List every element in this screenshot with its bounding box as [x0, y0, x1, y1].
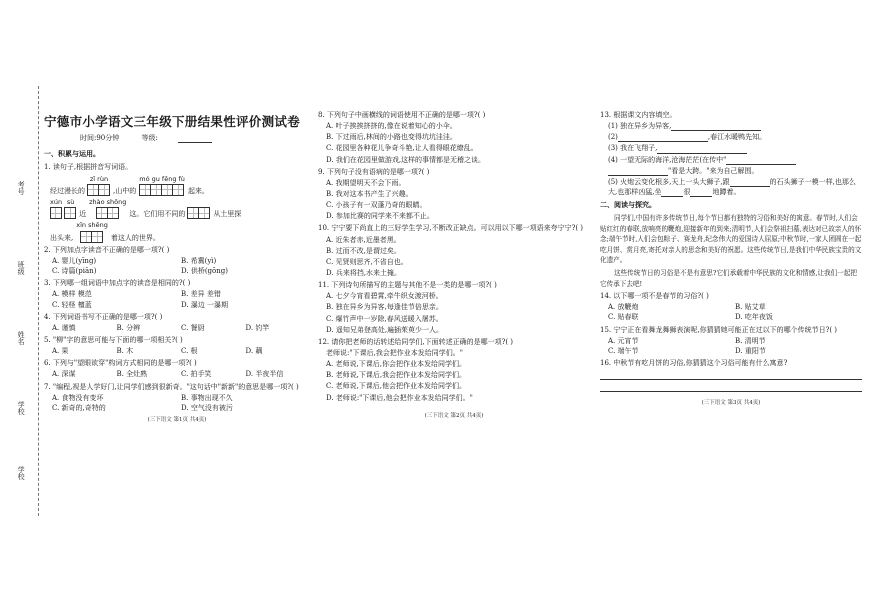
option[interactable]: C. 诗篇(piān) [52, 267, 97, 276]
binding-label: 考号 [17, 181, 26, 195]
question: 10. 宁宁要下尚直上的三好学生学习,不断改正缺点。可以用以下哪一项语来夸宁宁?( ) [318, 224, 584, 233]
question: 13. 根据课文内容填空。 [600, 111, 677, 119]
pinyin: sù [66, 197, 75, 206]
option[interactable]: C. 花园里各种花儿争奇斗艳,让人看得眼花缭乱。 [326, 144, 478, 153]
pinyin-box-group [50, 198, 62, 219]
pinyin: mó gu fēng fù [139, 174, 185, 183]
question: 5. "柳"字的意思可能与下面的哪一项相关?( ) [44, 335, 183, 344]
option[interactable]: C. 餐厨 [181, 323, 205, 332]
option[interactable]: D. 重阳节 [735, 346, 766, 355]
option[interactable]: A. 我期望明天不会下雨。 [326, 178, 406, 187]
options [326, 121, 590, 165]
write-boxes[interactable] [140, 184, 184, 196]
options [326, 348, 590, 403]
reading-passage: 同学们,中国有许多传统节日,每个节日都有独特的习俗和美好的寓意。春节时,人们会贴红红的春联,放响亮的鞭炮,迎接新年的到来;清明节,人们会祭祖扫墓,表达对已故亲人的怀念;端午节时,人们会包粽子、赛龙舟,纪念伟大的爱国诗人屈原;中秋节时,一家人团圆在一起吃月饼、赏月亮,寄托对亲人的思念和美好的祝愿。这些传统节日,是我们中华民族宝贵的文化遗产。 [600, 214, 862, 265]
option[interactable]: D. 藕 [245, 347, 263, 356]
quoted-sentence: 老师说:"下课后,我会把作业本发给同学们。" [326, 348, 464, 357]
question: 3. 下列哪一组词语中加点字的读音是相同的?( ) [44, 279, 191, 288]
fill-item [608, 121, 862, 131]
option[interactable]: C. 小孩子有一双蓬乃奇的眼睛。 [326, 201, 427, 210]
option[interactable]: A. 元宵节 [608, 336, 639, 345]
write-boxes[interactable] [81, 231, 103, 243]
write-boxes[interactable] [188, 207, 210, 219]
question: 14. 以下哪一项不是春节的习俗?( ) [600, 292, 709, 301]
option[interactable]: A. 七夕今宵看碧霄,牵牛织女渡河桥。 [326, 292, 443, 301]
option[interactable]: C. 端午节 [608, 346, 639, 355]
answer-line[interactable] [600, 370, 862, 380]
options [52, 323, 310, 333]
options [608, 302, 862, 322]
options [326, 178, 590, 222]
option[interactable]: D. 老师说:"下课后,他会把作业本发给同学们。" [326, 393, 473, 402]
option[interactable]: B. 分辨 [116, 323, 141, 332]
question: 4. 下列词语书写不正确的是哪一项?( ) [44, 312, 163, 321]
question: 12. 请你把老师的话转述给同学们,下面转述正确的是哪一项?( ) [318, 337, 514, 346]
pinyin-row [50, 221, 310, 242]
option[interactable]: A. 谨慎 [52, 323, 76, 332]
sentence-fragment: 经过漫长的 [50, 186, 85, 195]
sentence-fragment: ,山中的 [113, 186, 137, 195]
fill-text: (1) 独在异乡为异客, [608, 122, 672, 131]
binding-margin [10, 86, 39, 516]
pinyin: xún [50, 197, 63, 206]
option[interactable]: B. 全灶熟 [116, 370, 148, 379]
exam-page-3 [600, 86, 862, 516]
option[interactable]: D. 遥知兄弟登高处,遍插茱萸少一人。 [326, 325, 444, 334]
answer-line[interactable] [600, 382, 862, 392]
sentence-fragment: 起来。 [187, 186, 209, 195]
fill-blank[interactable] [618, 134, 708, 142]
reading-passage: 这些传统节日的习俗是不是有意思?它们承载着中华民族的文化和情感,让我们一起把它传承下去吧! [600, 269, 858, 288]
fill-text: "看是大跨。"来为自己解围。 [668, 166, 759, 175]
pinyin-box-group [88, 175, 110, 196]
fill-in-items [608, 121, 862, 197]
pinyin-box-group [65, 198, 76, 219]
option[interactable]: D. 供桥(gōng) [181, 267, 228, 276]
fill-blank[interactable] [730, 179, 770, 187]
write-boxes[interactable] [65, 207, 76, 219]
pinyin-row [50, 198, 310, 219]
sentence-fragment: 这。它们用不同的 [129, 210, 186, 219]
question: 9. 下列句子没有语病的是哪一项?( ) [318, 167, 430, 176]
fill-blank[interactable] [608, 168, 668, 176]
write-boxes[interactable] [88, 184, 110, 196]
options [52, 289, 310, 309]
option[interactable]: C. 新奇的,奇特的 [52, 403, 106, 412]
option[interactable]: B. 差异 差错 [181, 290, 221, 299]
option[interactable]: D. 兵来将挡,水来土掩。 [326, 268, 402, 277]
pinyin-box-group [139, 175, 185, 196]
fill-blank[interactable] [726, 157, 796, 165]
fill-text: ,春江水暖鸭先知。 [707, 133, 767, 142]
section-heading: 二、阅读与探究。 [600, 201, 656, 210]
options [52, 369, 310, 379]
option[interactable]: D. 瀑边 一瀑期 [181, 300, 229, 309]
exam-page-2 [318, 86, 590, 516]
question: 11. 下列诗句所描写的主题与其他不是一类的是哪一项?( ) [318, 281, 497, 290]
option[interactable]: D. 我们在花园里做游戏,这样的事情都是无稽之谈。 [326, 155, 486, 164]
write-boxes[interactable] [97, 207, 119, 219]
fill-blank[interactable] [690, 189, 712, 197]
fill-blank[interactable] [661, 189, 683, 197]
options [326, 235, 590, 279]
score-label: 等级: [141, 134, 158, 143]
option[interactable]: B. 独在异乡为异客,每逢佳节倍思亲。 [326, 303, 443, 312]
fill-item [608, 166, 862, 176]
page-footer: (三下语文 第3页 共4页) [701, 400, 761, 407]
option[interactable]: B. 我对这本书产生了兴趣。 [326, 189, 413, 198]
binding-label: 姓名 [17, 331, 26, 345]
option[interactable]: A. 模样 模范 [52, 290, 92, 299]
options [326, 291, 590, 335]
options [52, 346, 310, 356]
time-label: 时间:90分钟 [80, 134, 120, 143]
option[interactable]: B. 老师说,下课后,我会把作业本发给同学们。 [326, 371, 467, 380]
option[interactable]: A. 放鞭炮 [608, 303, 639, 312]
option[interactable]: A. 叶子挨挨挤挤的,像在说着知心的小伞。 [326, 122, 457, 131]
option[interactable]: D. 吃年夜饭 [735, 313, 773, 322]
option[interactable]: C. 爆竹声中一岁除,春风送暖入屠苏。 [326, 314, 443, 323]
pinyin: xīn shēng [76, 221, 108, 230]
option[interactable]: A. 果 [52, 347, 69, 356]
question: 6. 下列与"望眼欲穿"构词方式相同的是哪一项?( ) [44, 359, 197, 368]
pinyin-box-group [76, 221, 108, 242]
page-title: 宁德市小学语文三年级下册结果性评价测试卷 [44, 114, 301, 129]
page-footer: (三下语文 第1页 共4页) [147, 416, 207, 423]
fill-blank[interactable] [657, 146, 747, 154]
option[interactable]: C. 见贤则思齐,不省自也。 [326, 257, 408, 266]
binding-label: 班级 [17, 261, 26, 275]
fill-text: 的石头狮子一模一样,也那么大,也那样凶猛,坐 [608, 177, 856, 196]
option[interactable]: A. 婴儿(yīng) [52, 256, 97, 265]
option[interactable]: A. 深谋 [52, 370, 76, 379]
exam-page-1 [10, 86, 310, 516]
option[interactable]: B. 清明节 [735, 336, 766, 345]
option[interactable]: C. 贴春联 [608, 313, 639, 322]
fill-text: (3) 我在飞翔子, [608, 144, 658, 153]
option[interactable]: A. 老师说,下课后,你会把作业本发给同学们。 [326, 360, 466, 369]
write-boxes[interactable] [51, 207, 62, 219]
option[interactable]: B. 贴艾草 [735, 303, 766, 312]
binding-label: 学校 [17, 466, 26, 480]
fill-blank[interactable] [671, 123, 761, 131]
option[interactable]: B. 下过雨后,林间的小路也变得坑坑洼洼。 [326, 133, 457, 142]
option[interactable]: C. 根 [181, 347, 198, 356]
question: 8. 下列句子中画横线的词语使用不正确的是哪一项?( ) [318, 111, 486, 119]
question: 15. 宁宁正在看舞龙舞狮表演呢,你猜猜她可能正在过以下的哪个传统节日?( ) [600, 325, 838, 334]
fill-item [608, 132, 862, 142]
pinyin-row [50, 175, 310, 196]
question: 2. 下列加点字读音不正确的是哪一项?( ) [44, 245, 170, 254]
fill-item [608, 177, 862, 197]
fill-text: (2) [608, 133, 618, 142]
fill-item [608, 143, 862, 153]
option[interactable]: D. 钓竿 [245, 323, 270, 332]
fill-text: (5) 火炮云变化根多,天上一头大狮子,跟 [608, 177, 730, 186]
option[interactable]: B. 事物出现不久 [181, 393, 233, 402]
option[interactable]: B. 过而不改,是谓过矣。 [326, 246, 401, 255]
question: 16. 中秋节有吃月饼的习俗,你猜猜这个习俗可能有什么寓意? [600, 358, 788, 367]
sentence-fragment: 着这人的世界。 [110, 233, 160, 242]
options [608, 336, 862, 356]
section-heading: 一、积累与运用。 [44, 150, 100, 159]
fill-item [608, 155, 862, 165]
question: 1. 读句子,根据拼音写词语。 [44, 163, 133, 172]
fill-text: 很 [683, 187, 691, 196]
sentence-fragment: 从土里探 [213, 210, 242, 219]
pinyin: zhào shōng [89, 197, 127, 206]
sentence-fragment: 出头来, [50, 233, 74, 242]
binding-label: 学校 [17, 401, 26, 415]
option[interactable]: A. 食物没有变坏 [52, 393, 104, 402]
exam-meta [80, 133, 310, 143]
fill-text: 地蹲着。 [712, 187, 741, 196]
pinyin: zī rùn [89, 174, 109, 183]
option[interactable]: D. 半夜半信 [245, 370, 284, 379]
option[interactable]: D. 空气没有被污 [181, 403, 233, 412]
question: 7. "编程,视是人学好门,让同学们感到很新奇。"这句话中"新新"的意思是哪一项?( ) [44, 382, 299, 391]
sentence-fragment: 近 [79, 210, 87, 219]
option[interactable]: C. 轻柽 檀蓝 [52, 300, 92, 309]
options [52, 393, 310, 413]
options [52, 256, 310, 276]
pinyin-box-group [89, 198, 126, 219]
score-blank[interactable] [178, 135, 212, 143]
option[interactable]: D. 参加比赛的同学来不来都不止。 [326, 212, 434, 221]
option[interactable]: B. 希冀(yì) [181, 256, 217, 265]
option[interactable]: B. 木 [116, 347, 134, 356]
fill-text: (4) 一望无际的海洋,沧海茫茫(在传中" [608, 155, 727, 164]
option[interactable]: A. 近朱者赤,近墨者黑。 [326, 235, 401, 244]
option[interactable]: C. 老师说,下课后,他会把作业本发给同学们。 [326, 382, 467, 391]
page-footer: (三下语文 第2页 共4页) [424, 412, 484, 419]
option[interactable]: C. 拍手笑 [181, 370, 212, 379]
